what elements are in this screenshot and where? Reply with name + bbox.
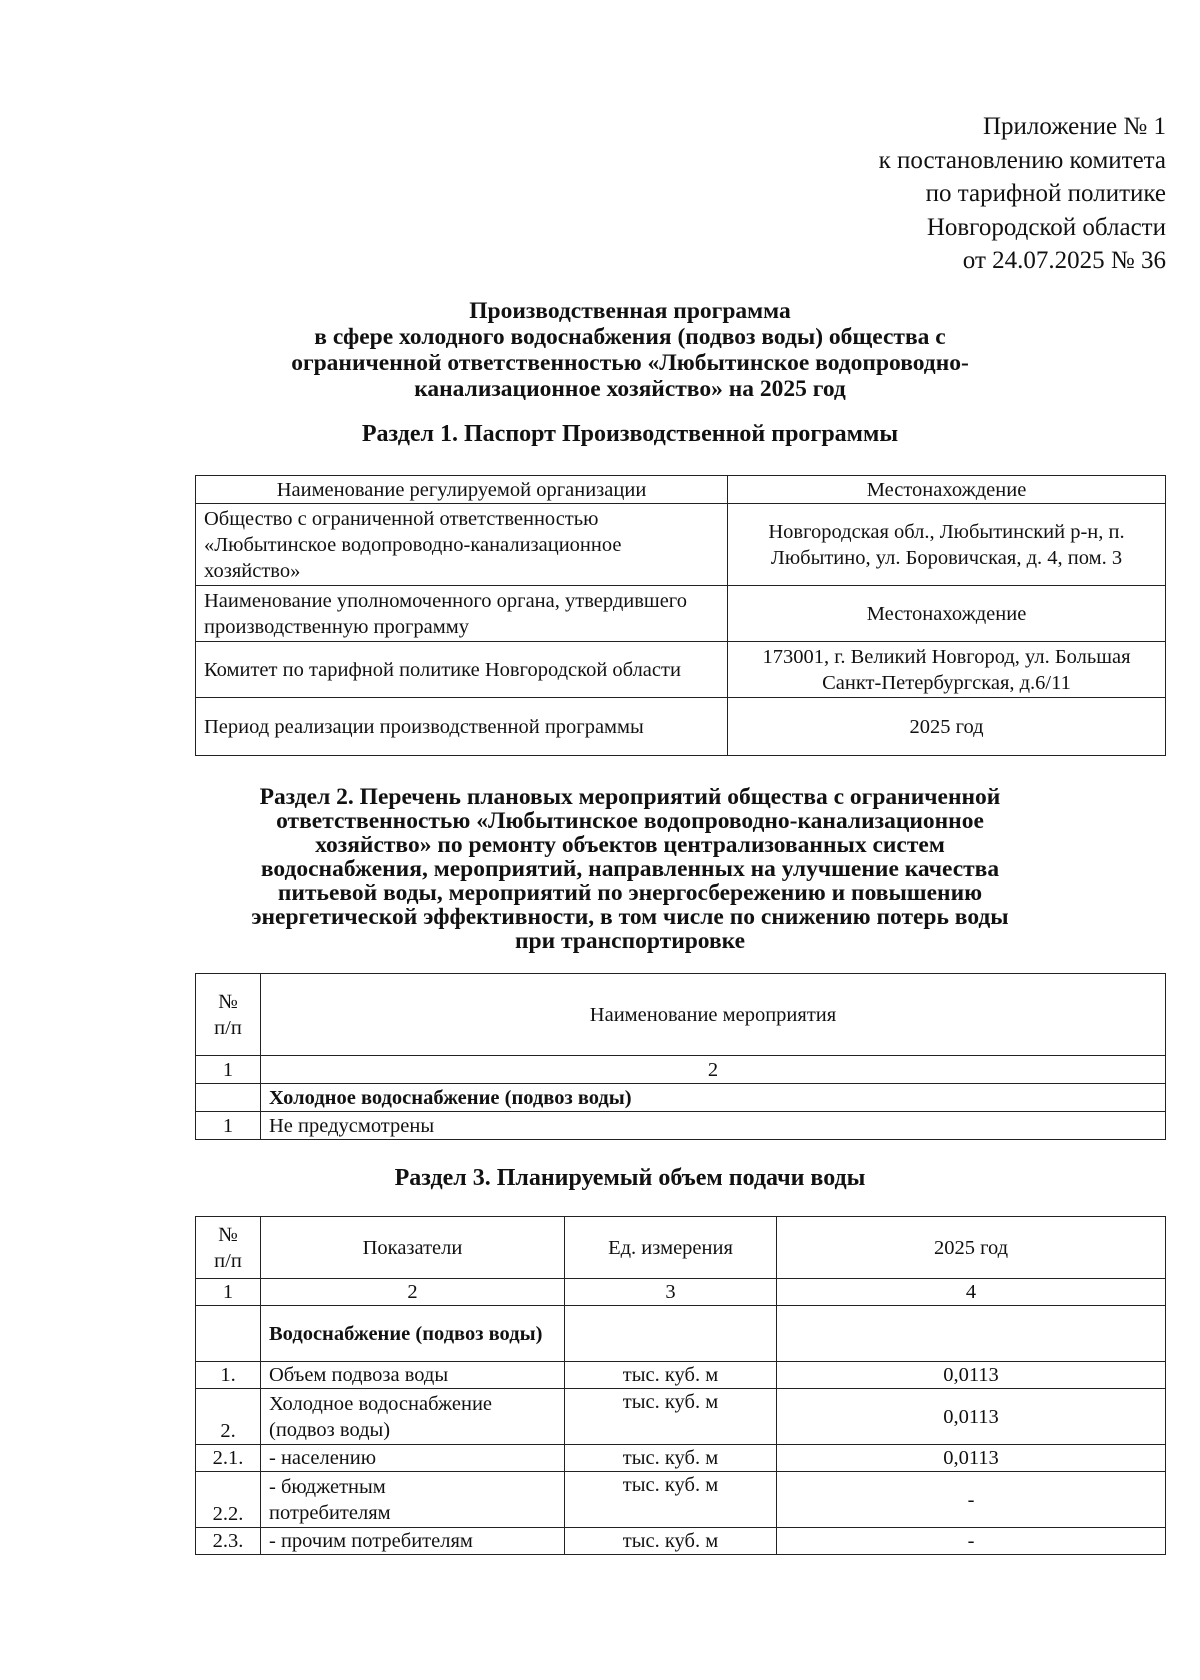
volume-group-empty-value <box>777 1306 1166 1362</box>
section-2-line-1: Раздел 2. Перечень плановых мероприятий общества с ограниченной <box>259 784 1001 810</box>
volume-group-empty-unit <box>565 1306 777 1362</box>
section-2-line-7: при транспортировке <box>514 928 746 954</box>
measures-table <box>195 973 1166 1140</box>
annex-committee: по тарифной политике <box>925 180 1166 207</box>
section-3-heading: Раздел 3. Планируемый объем подачи воды <box>394 1165 866 1191</box>
section-2-line-2: ответственностью «Любытинское водопроводно-канализационное <box>276 808 984 834</box>
volume-colnum-3: 3 <box>565 1279 777 1306</box>
row-unit: тыс. куб. м <box>565 1389 777 1445</box>
row-num: 2. <box>196 1389 261 1445</box>
volume-header-year: 2025 год <box>777 1217 1166 1279</box>
section-2-line-3: хозяйство» по ремонту объектов централизованных систем <box>315 832 945 858</box>
row-num: 2.1. <box>196 1445 261 1472</box>
volume-colnum-4: 4 <box>777 1279 1166 1306</box>
annex-date: от 24.07.2025 № 36 <box>962 247 1166 274</box>
section-2-line-5: питьевой воды, мероприятий по энергосбережению и повышению <box>277 880 983 906</box>
measures-group-title: Холодное водоснабжение (подвоз воды) <box>261 1084 1166 1112</box>
title-line-2: в сфере холодного водоснабжения (подвоз воды) общества с <box>314 324 946 350</box>
passport-table <box>195 475 1166 756</box>
water-volume-table <box>195 1216 1166 1555</box>
title-line-3: ограниченной ответственностью «Любытинское водопроводно- <box>291 350 969 376</box>
table-row <box>196 1362 1166 1389</box>
section-2-line-6: энергетической эффективности, в том числе по снижению потерь воды <box>251 904 1009 930</box>
row-num: 2.3. <box>196 1528 261 1555</box>
volume-header-unit: Ед. измерения <box>565 1217 777 1279</box>
row-value: 0,0113 <box>777 1445 1166 1472</box>
annex-header <box>706 110 1166 278</box>
measures-row-text: Не предусмотрены <box>261 1112 1166 1140</box>
measures-colnum-1: 1 <box>196 1056 261 1084</box>
section-2-heading <box>180 785 1080 953</box>
row-value: - <box>777 1528 1166 1555</box>
volume-header-num: № п/п <box>196 1217 261 1279</box>
table-row <box>196 1528 1166 1555</box>
row-num: 2.2. <box>196 1472 261 1528</box>
period-label-cell: Период реализации производственной программы <box>196 698 728 756</box>
volume-colnum-1: 1 <box>196 1279 261 1306</box>
row-value: 0,0113 <box>777 1389 1166 1445</box>
row-indicator: - бюджетным потребителям <box>261 1472 565 1528</box>
row-unit: тыс. куб. м <box>565 1528 777 1555</box>
authority-location-header-cell: Местонахождение <box>728 586 1166 642</box>
volume-group-title: Водоснабжение (подвоз воды) <box>261 1306 565 1362</box>
row-unit: тыс. куб. м <box>565 1362 777 1389</box>
passport-header-location: Местонахождение <box>728 476 1166 504</box>
volume-group-empty-num <box>196 1306 261 1362</box>
measures-header-name: Наименование мероприятия <box>261 974 1166 1056</box>
volume-colnum-2: 2 <box>261 1279 565 1306</box>
title-line-1: Производственная программа <box>469 298 791 324</box>
volume-header-indicator: Показатели <box>261 1217 565 1279</box>
authority-location-cell: 173001, г. Великий Новгород, ул. Большая Санкт-Петербургская, д.6/11 <box>728 642 1166 698</box>
measures-group-empty <box>196 1084 261 1112</box>
annex-region: Новгородской области <box>926 213 1166 241</box>
row-num: 1. <box>196 1362 261 1389</box>
row-indicator: - прочим потребителям <box>261 1528 565 1555</box>
section-2-line-4: водоснабжения, мероприятий, направленных на улучшение качества <box>260 856 1000 882</box>
authority-name-cell: Комитет по тарифной политике Новгородской области <box>196 642 728 698</box>
row-unit: тыс. куб. м <box>565 1472 777 1528</box>
annex-number: Приложение № 1 <box>982 113 1166 140</box>
measures-colnum-2: 2 <box>261 1056 1166 1084</box>
table-row <box>196 1445 1166 1472</box>
row-unit: тыс. куб. м <box>565 1445 777 1472</box>
annex-ref: к постановлению комитета <box>878 146 1166 174</box>
period-value-cell: 2025 год <box>728 698 1166 756</box>
row-value: 0,0113 <box>777 1362 1166 1389</box>
row-value: - <box>777 1472 1166 1528</box>
row-indicator: Объем подвоза воды <box>261 1362 565 1389</box>
table-row <box>196 1389 1166 1445</box>
row-indicator: - населению <box>261 1445 565 1472</box>
org-location-cell: Новгородская обл., Любытинский р-н, п. Любытино, ул. Боровичская, д. 4, пом. 3 <box>728 504 1166 586</box>
document-title <box>180 298 1080 402</box>
measures-header-num: № п/п <box>196 974 261 1056</box>
measures-row-num: 1 <box>196 1112 261 1140</box>
title-line-4: канализационное хозяйство» на 2025 год <box>414 376 846 402</box>
row-indicator: Холодное водоснабжение (подвоз воды) <box>261 1389 565 1445</box>
table-row <box>196 1472 1166 1528</box>
section-1-heading: Раздел 1. Паспорт Производственной программы <box>361 421 899 447</box>
passport-header-org: Наименование регулируемой организации <box>196 476 728 504</box>
org-name-cell: Общество с ограниченной ответственностью «Любытинское водопроводно-канализационное хозяйство» <box>196 504 728 586</box>
authority-header-cell: Наименование уполномоченного органа, утвердившего производственную программу <box>196 586 728 642</box>
